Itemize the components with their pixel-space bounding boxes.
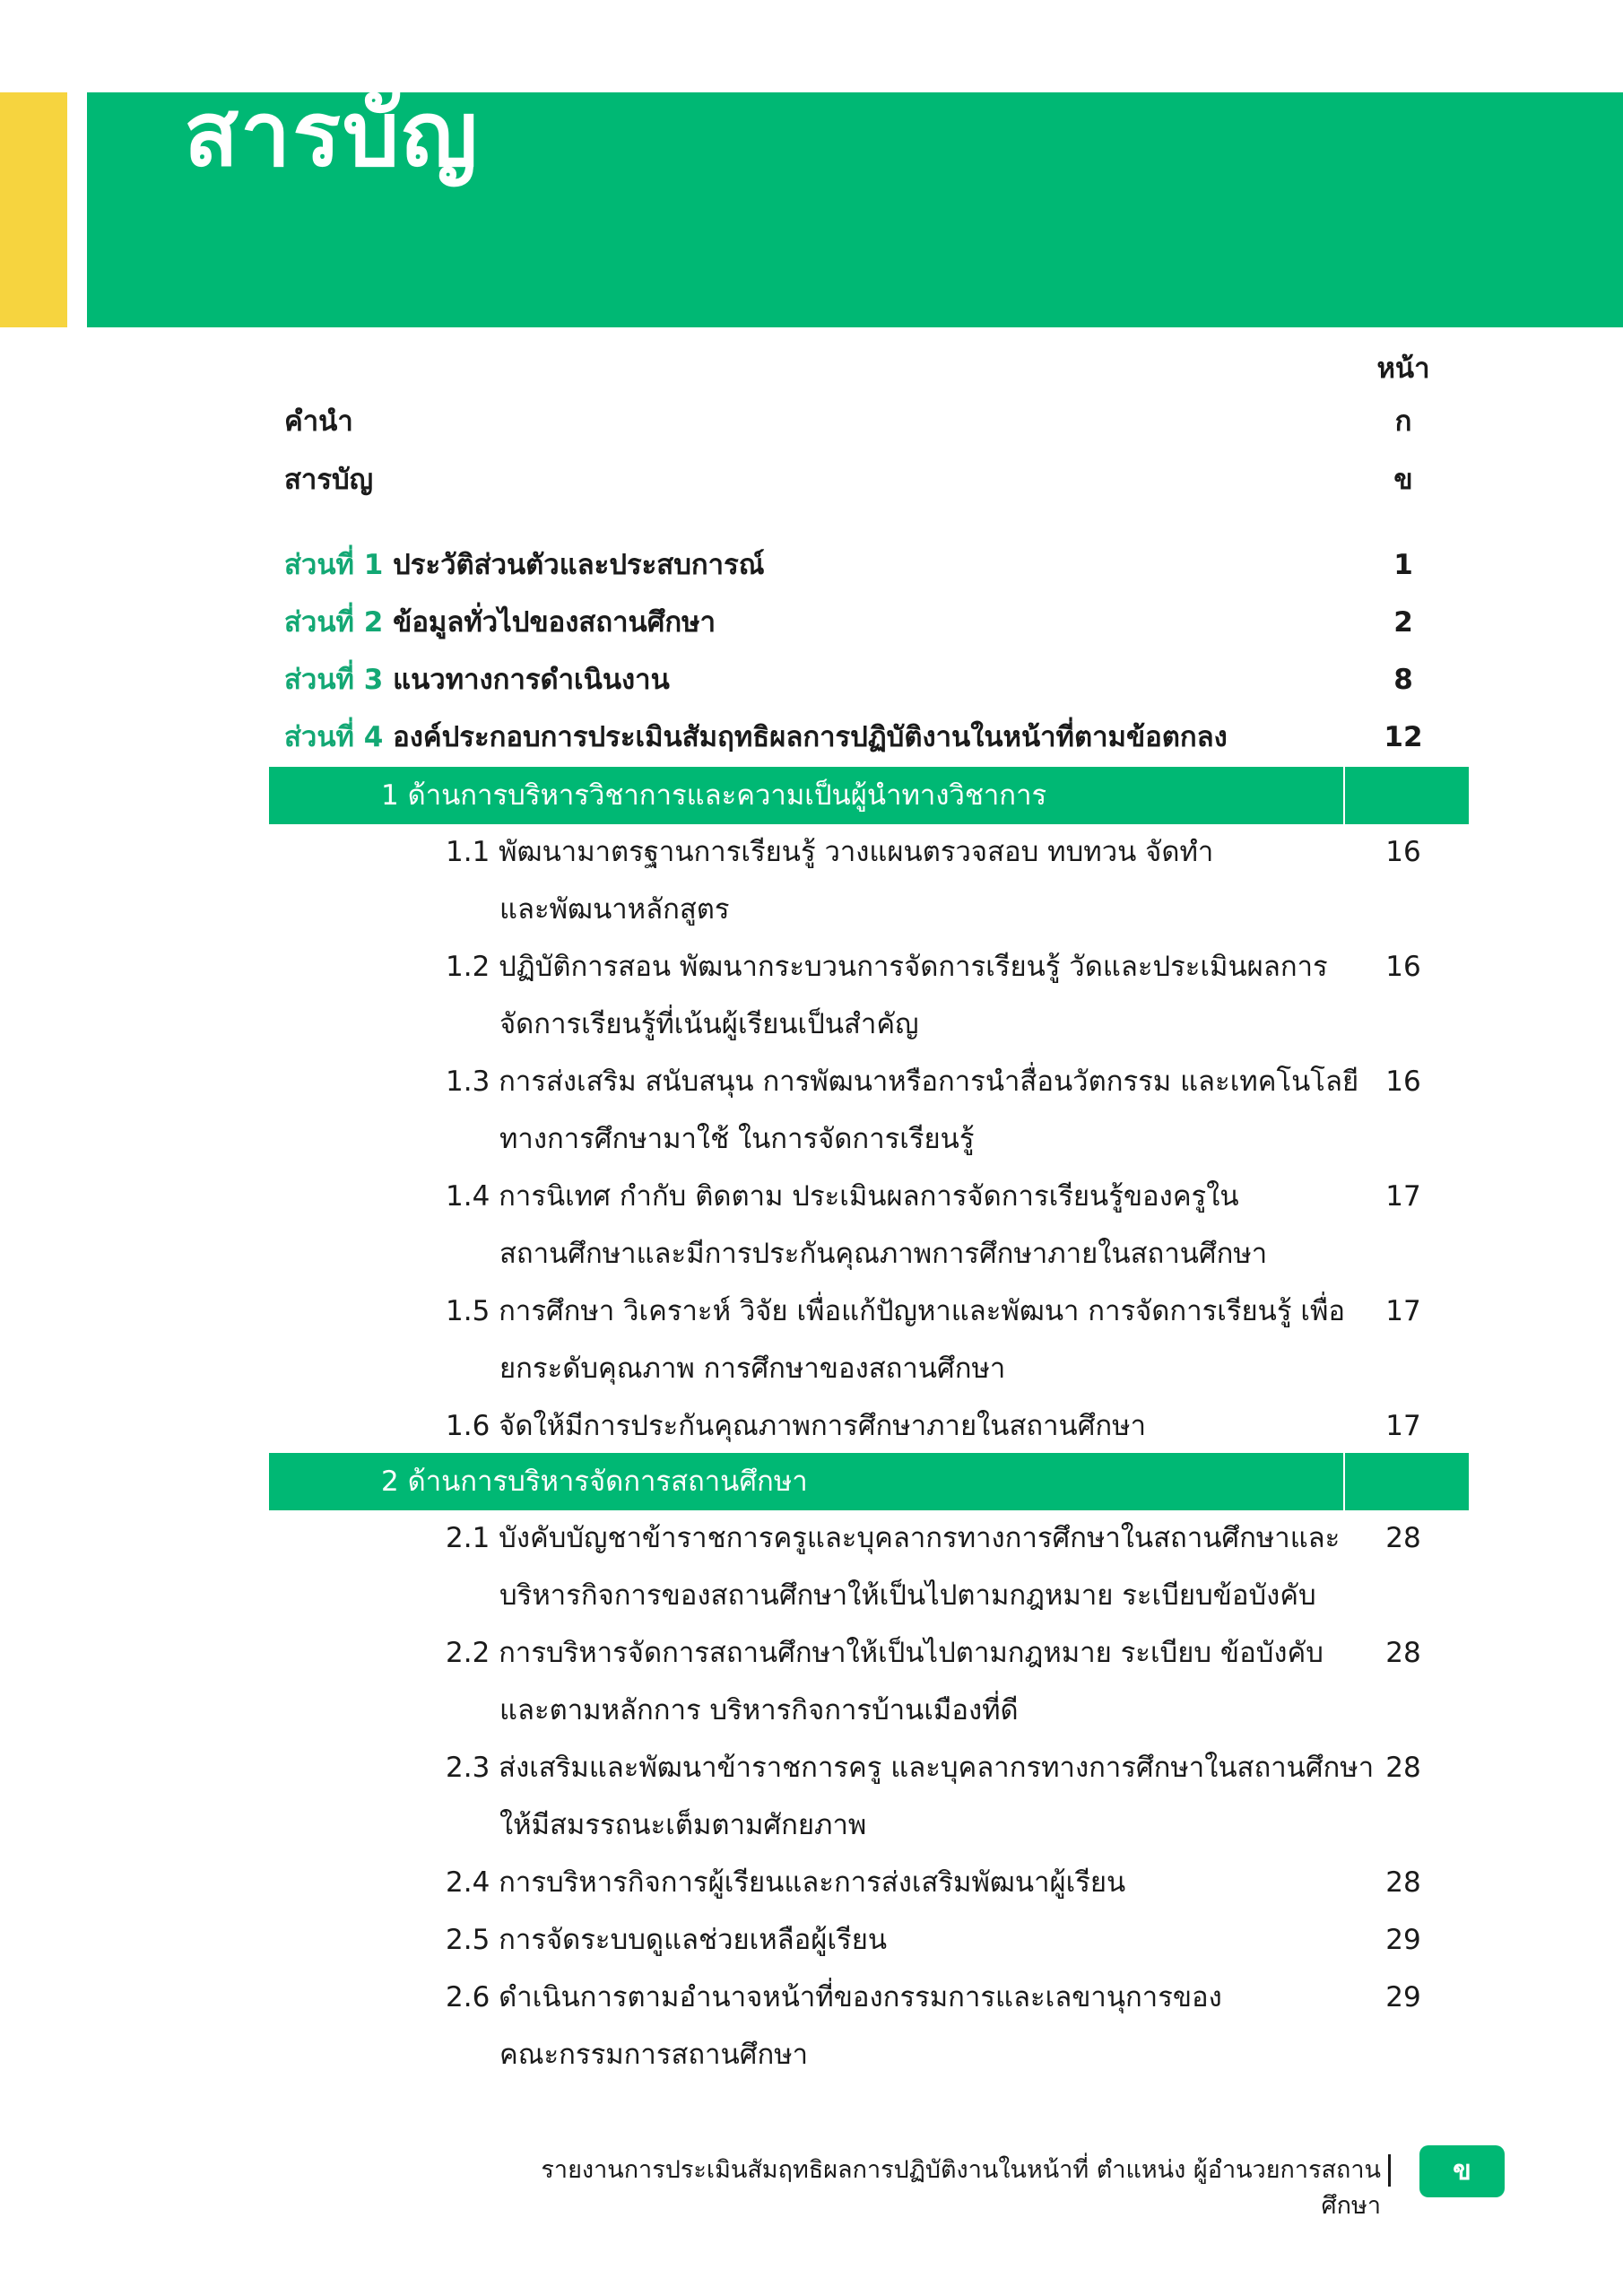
toc-item-page: 29 bbox=[1385, 1924, 1421, 1956]
toc-item-page: 28 bbox=[1385, 1522, 1421, 1554]
toc-part-title: องค์ประกอบการประเมินสัมฤทธิผลการปฏิบัติงานในหน้าที่ตามข้อตกลง bbox=[393, 721, 1228, 753]
toc-item-line1: 2.5 การจัดระบบดูแลช่วยเหลือผู้เรียน bbox=[446, 1924, 888, 1956]
toc-item-line2: สถานศึกษาและมีการประกันคุณภาพการศึกษาภายในสถานศึกษา bbox=[499, 1238, 1268, 1270]
toc-part-page: 8 bbox=[1393, 664, 1413, 696]
toc-item-line1: 2.6 ดำเนินการตามอำนาจหน้าที่ของกรรมการและเลขานุการของ bbox=[446, 1981, 1222, 2013]
toc-item-line1: 2.1 บังคับบัญชาข้าราชการครูและบุคลากรทางการศึกษาในสถานศึกษาและ bbox=[446, 1522, 1341, 1554]
toc-part-row bbox=[284, 719, 1228, 755]
toc-item-line2: ให้มีสมรรถนะเต็มตามศักยภาพ bbox=[499, 1809, 867, 1841]
toc-part-title: ประวัติส่วนตัวและประสบการณ์ bbox=[393, 549, 765, 581]
toc-part-page: 12 bbox=[1384, 721, 1423, 753]
toc-item-line2: และตามหลักการ บริหารกิจการบ้านเมืองที่ดี bbox=[499, 1694, 1019, 1726]
toc-item-line1: 1.3 การส่งเสริม สนับสนุน การพัฒนาหรือการนำสื่อนวัตกรรม และเทคโนโลยี bbox=[446, 1065, 1359, 1098]
toc-part-prefix: ส่วนที่ 1 bbox=[284, 549, 384, 581]
toc-part-prefix: ส่วนที่ 3 bbox=[284, 664, 384, 696]
toc-item-page: 17 bbox=[1385, 1295, 1421, 1327]
toc-part-page: 1 bbox=[1393, 549, 1413, 581]
toc-item-line1: 2.4 การบริหารกิจการผู้เรียนและการส่งเสริมพัฒนาผู้เรียน bbox=[446, 1866, 1126, 1899]
toc-item-line2: จัดการเรียนรู้ที่เน้นผู้เรียนเป็นสำคัญ bbox=[499, 1008, 919, 1040]
toc-item-page: 16 bbox=[1385, 1065, 1421, 1098]
toc-front-label: คำนำ bbox=[284, 405, 353, 438]
section-label: 2 ด้านการบริหารจัดการสถานศึกษา bbox=[381, 1465, 808, 1498]
toc-item-line1: 1.6 จัดให้มีการประกันคุณภาพการศึกษาภายในสถานศึกษา bbox=[446, 1410, 1147, 1442]
toc-item-line1: 2.2 การบริหารจัดการสถานศึกษาให้เป็นไปตามกฎหมาย ระเบียบ ข้อบังคับ bbox=[446, 1637, 1324, 1669]
toc-part-title: แนวทางการดำเนินงาน bbox=[393, 664, 670, 696]
toc-item-line2: และพัฒนาหลักสูตร bbox=[499, 893, 730, 926]
toc-item-line1: 1.4 การนิเทศ กำกับ ติดตาม ประเมินผลการจัดการเรียนรู้ของครูใน bbox=[446, 1180, 1239, 1213]
toc-part-page: 2 bbox=[1393, 606, 1413, 639]
toc-item-line2: คณะกรรมการสถานศึกษา bbox=[499, 2039, 809, 2071]
toc-item-page: 28 bbox=[1385, 1866, 1421, 1899]
toc-item-page: 16 bbox=[1385, 836, 1421, 868]
toc-item-line1: 1.5 การศึกษา วิเคราะห์ วิจัย เพื่อแก้ปัญหาและพัฒนา การจัดการเรียนรู้ เพื่อ bbox=[446, 1295, 1346, 1327]
toc-item-line1: 1.1 พัฒนามาตรฐานการเรียนรู้ วางแผนตรวจสอบ ทบทวน จัดทำ bbox=[446, 836, 1214, 868]
toc-item-line2: ยกระดับคุณภาพ การศึกษาของสถานศึกษา bbox=[499, 1352, 1006, 1385]
header-accent-bar bbox=[0, 92, 67, 327]
toc-front-page: ข bbox=[1393, 464, 1413, 496]
toc-item-line2: ทางการศึกษามาใช้ ในการจัดการเรียนรู้ bbox=[499, 1123, 975, 1155]
footer-separator bbox=[1388, 2154, 1391, 2187]
toc-item-line1: 1.2 ปฏิบัติการสอน พัฒนากระบวนการจัดการเรียนรู้ วัดและประเมินผลการ bbox=[446, 951, 1328, 983]
toc-item-page: 17 bbox=[1385, 1410, 1421, 1442]
toc-front-page: ก bbox=[1394, 405, 1412, 438]
toc-part-row bbox=[284, 547, 765, 583]
toc-part-row bbox=[284, 604, 716, 640]
toc-part-prefix: ส่วนที่ 4 bbox=[284, 721, 384, 753]
page-column-header: หน้า bbox=[1376, 352, 1430, 385]
toc-item-page: 17 bbox=[1385, 1180, 1421, 1213]
toc-part-title: ข้อมูลทั่วไปของสถานศึกษา bbox=[393, 606, 716, 639]
section-band-page-cell bbox=[1343, 767, 1469, 824]
toc-part-prefix: ส่วนที่ 2 bbox=[284, 606, 384, 639]
section-band-page-cell bbox=[1343, 1453, 1469, 1510]
toc-item-line1: 2.3 ส่งเสริมและพัฒนาข้าราชการครู และบุคลากรทางการศึกษาในสถานศึกษา bbox=[446, 1752, 1375, 1784]
toc-item-page: 16 bbox=[1385, 951, 1421, 983]
footer-report-title: รายงานการประเมินสัมฤทธิผลการปฏิบัติงานในหน้าที่ ตำแหน่ง ผู้อำนวยการสถานศึกษา bbox=[541, 2156, 1381, 2220]
toc-item-line2: บริหารกิจการของสถานศึกษาให้เป็นไปตามกฎหมาย ระเบียบข้อบังคับ bbox=[499, 1579, 1316, 1612]
toc-item-page: 29 bbox=[1385, 1981, 1421, 2013]
page-title: สารบัญ bbox=[184, 82, 480, 187]
toc-part-row bbox=[284, 662, 670, 698]
toc-front-label: สารบัญ bbox=[284, 464, 374, 496]
toc-item-page: 28 bbox=[1385, 1637, 1421, 1669]
toc-item-page: 28 bbox=[1385, 1752, 1421, 1784]
section-label: 1 ด้านการบริหารวิชาการและความเป็นผู้นำทางวิชาการ bbox=[381, 779, 1047, 812]
footer-page-badge: ข bbox=[1419, 2145, 1505, 2197]
